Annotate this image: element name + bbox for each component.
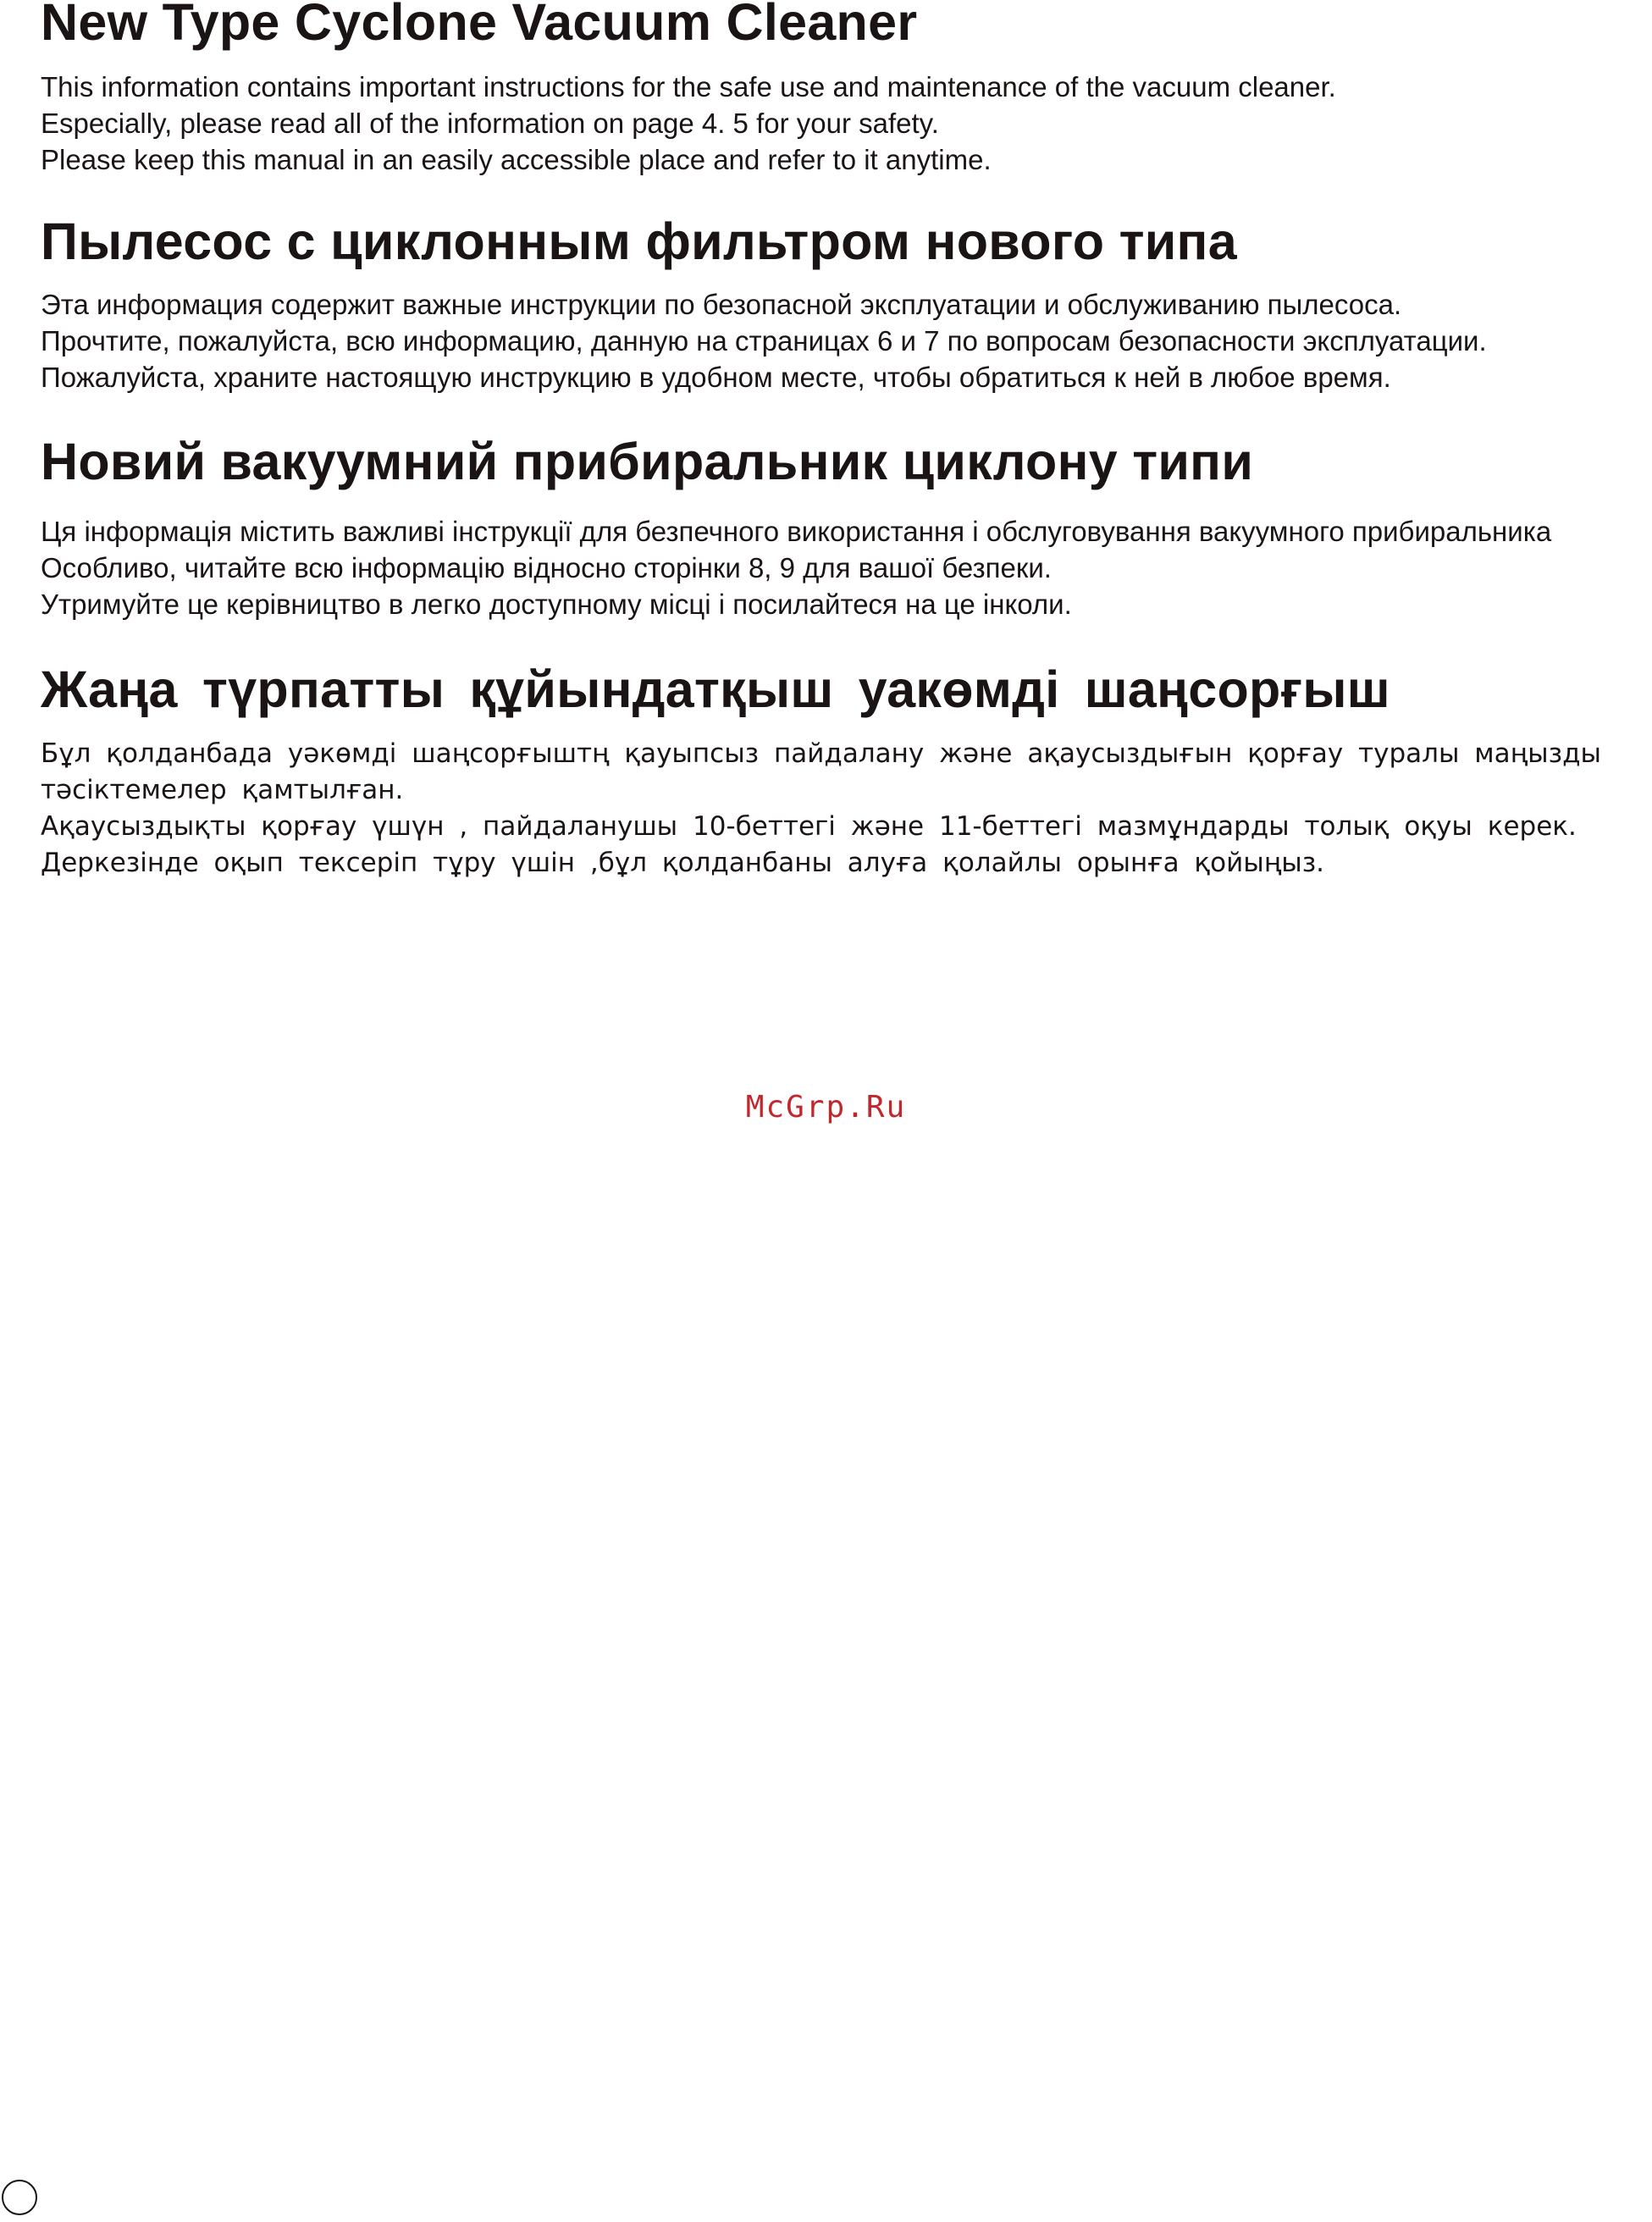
heading-ukrainian: Новий вакуумний прибиральник циклону типи (41, 433, 1254, 490)
intro-russian-line-2: Прочтите, пожалуйста, всю информацию, данную на страницах 6 и 7 по вопросам безопасности эксплуатации. (41, 325, 1487, 357)
intro-english-line-3: Please keep this manual in an easily accessible place and refer to it anytime. (41, 144, 992, 175)
intro-ukrainian-line-1: Ця інформація містить важливі інструкції для безпечного використання і обслуговування вакуумного прибиральника (41, 516, 1552, 547)
intro-kazakh-line-2: тәсіктемелер қамтылған. (41, 775, 404, 805)
intro-kazakh (41, 736, 1652, 882)
section-kazakh (41, 661, 1652, 882)
intro-russian-line-3: Пожалуйста, храните настоящую инструкцию в удобном месте, чтобы обратиться к ней в любое время. (41, 362, 1391, 393)
intro-english (41, 69, 1652, 178)
intro-kazakh-line-3: Ақаусыздықты қорғау үшүн , пайдаланушы 10-беттегі және 11-беттегі мазмұндарды толық оқуы керек. (41, 811, 1577, 842)
watermark: McGrp.Ru (745, 1090, 907, 1125)
intro-ukrainian-line-2: Особливо, читайте всю інформацію відносно сторінки 8, 9 для вашої безпеки. (41, 552, 1052, 583)
heading-kazakh: Жаңа түрпатты құйындатқыш уакөмді шаңсорғыш (41, 661, 1390, 718)
intro-ukrainian-line-3: Утримуйте це керівництво в легко доступному місці і посилайтеся на це інколи. (41, 589, 1072, 620)
section-ukrainian (41, 433, 1652, 622)
section-russian (41, 213, 1652, 395)
intro-english-line-2: Especially, please read all of the information on page 4. 5 for your safety. (41, 108, 939, 139)
intro-kazakh-line-4: Деркезінде оқып тексеріп тұру үшін ,бұл қолданбаны алуға қолайлы орынға қойыңыз. (41, 848, 1325, 878)
section-english (41, 0, 1652, 178)
intro-ukrainian (41, 513, 1652, 622)
intro-russian-line-1: Эта информация содержит важные инструкции по безопасной эксплуатации и обслуживанию пылесоса. (41, 289, 1402, 320)
heading-russian: Пылесос с циклонным фильтром нового типа (41, 213, 1237, 270)
intro-english-line-1: This information contains important instructions for the safe use and maintenance of the vacuum cleaner. (41, 71, 1336, 102)
page-number-circle (2, 2180, 37, 2215)
intro-kazakh-line-1: Бұл қолданбада уәкөмді шаңсорғыштң қауыпсыз пайдалану жәнe ақаусыздығын қорғау туралы маңызды (41, 738, 1602, 769)
intro-russian (41, 286, 1652, 395)
heading-english: New Type Cyclone Vacuum Cleaner (41, 0, 918, 51)
